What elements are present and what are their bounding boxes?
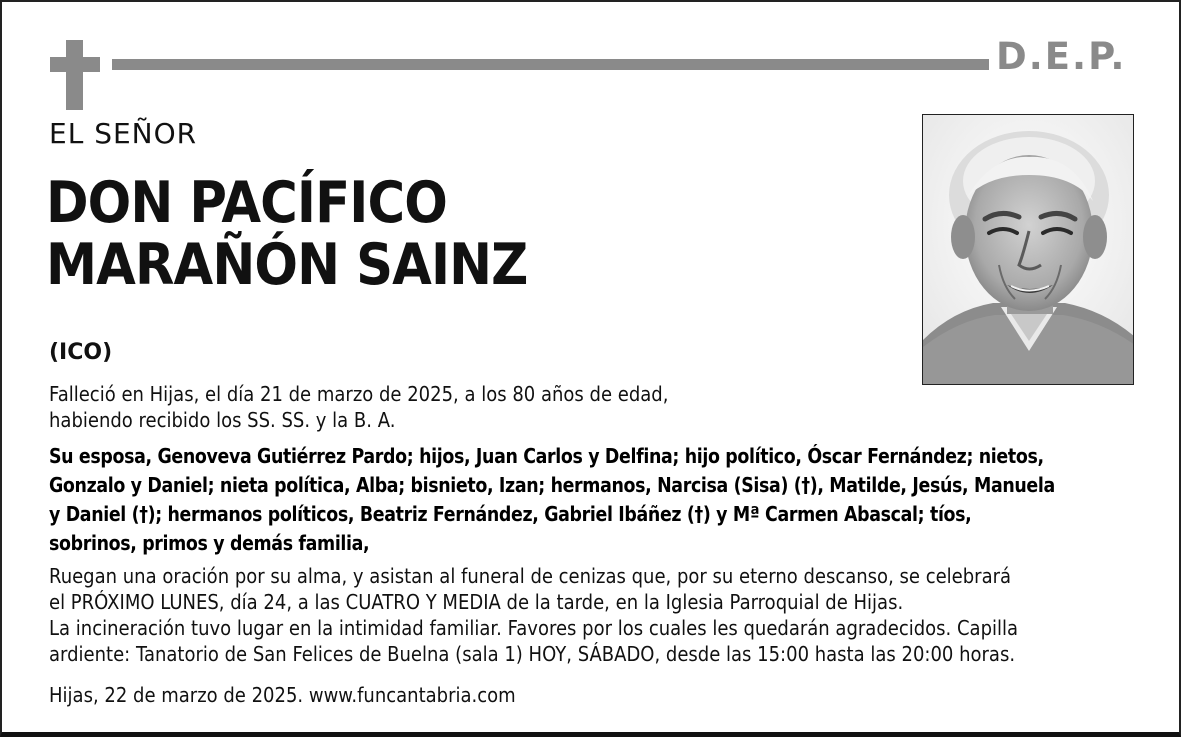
family-list-line: Su esposa, Genoveva Gutiérrez Pardo; hijos, Juan Carlos y Delfina; hijo político, Óscar Fernández; nietos, — [49, 444, 1044, 468]
title-prefix: EL SEÑOR — [49, 117, 198, 150]
dep-label: D.E.P. — [996, 35, 1127, 78]
death-notice — [49, 381, 1048, 433]
place-date-website: Hijas, 22 de marzo de 2025. www.funcantabria.com — [49, 683, 516, 707]
portrait-image — [923, 115, 1134, 385]
deceased-name — [46, 172, 784, 296]
family-list-line: Gonzalo y Daniel; nieta política, Alba; bisnieto, Izan; hermanos, Narcisa (Sisa) (†), Matilde, Jesús, Manuela — [49, 473, 1055, 497]
portrait-photo — [922, 114, 1134, 385]
family-list-line: y Daniel (†); hermanos políticos, Beatriz Fernández, Gabriel Ibáñez (†) y Mª Carmen Abascal; tíos, — [49, 502, 972, 526]
funeral-info-line: el PRÓXIMO LUNES, día 24, a las CUATRO Y MEDIA de la tarde, en la Iglesia Parroquial de Hijas. — [49, 590, 904, 614]
header-rule — [112, 59, 989, 70]
cross-icon-arm — [50, 57, 100, 72]
funeral-info-line: La incineración tuvo lugar en la intimidad familiar. Favores por los cuales les quedarán agradecidos. Capilla — [49, 616, 1019, 640]
deceased-name-line1: DON PACÍFICO — [46, 170, 447, 236]
death-notice-line: habiendo recibido los SS. SS. y la B. A. — [49, 408, 396, 432]
funeral-info — [49, 563, 1048, 667]
cross-icon — [66, 40, 83, 110]
family-list-line: sobrinos, primos y demás familia, — [49, 531, 370, 555]
funeral-info-line: ardiente: Tanatorio de San Felices de Buelna (sala 1) HOY, SÁBADO, desde las 15:00 hasta las 20:00 horas. — [49, 642, 1016, 666]
family-list — [49, 442, 1055, 558]
deceased-alias: (ICO) — [49, 340, 113, 365]
death-notice-line: Falleció en Hijas, el día 21 de marzo de 2025, a los 80 años de edad, — [49, 382, 669, 406]
funeral-info-line: Ruegan una oración por su alma, y asistan al funeral de cenizas que, por su eterno descanso, se celebrará — [49, 564, 1012, 588]
deceased-name-line2: MARAÑÓN SAINZ — [46, 232, 528, 298]
